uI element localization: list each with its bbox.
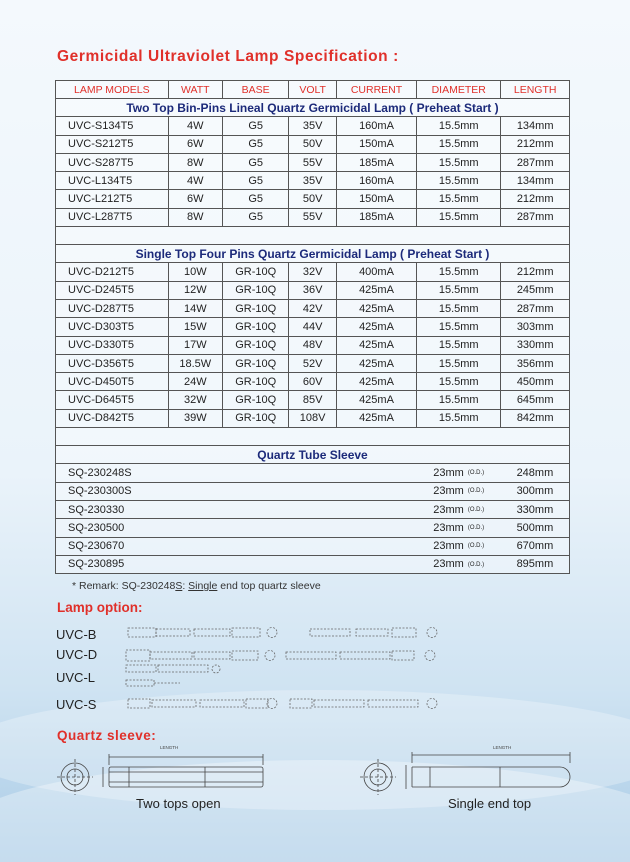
table-cell: G5 bbox=[222, 135, 288, 153]
od-label: (O.D.) bbox=[467, 506, 485, 513]
table-cell: 160mA bbox=[336, 117, 416, 135]
model-cell: UVC-S287T5 bbox=[56, 153, 169, 171]
table-cell: 425mA bbox=[336, 409, 416, 427]
model-cell: UVC-S134T5 bbox=[56, 117, 169, 135]
length-dim-label-left: LENGTH bbox=[160, 745, 179, 750]
diameter-value: 23mm bbox=[433, 503, 464, 516]
table-cell: 15.5mm bbox=[417, 153, 501, 171]
diameter-value: 23mm bbox=[433, 558, 464, 571]
table-cell: 60V bbox=[289, 373, 336, 391]
table-cell: 50V bbox=[289, 135, 336, 153]
diameter-value: 23mm bbox=[433, 540, 464, 553]
length-cell: 330mm bbox=[501, 500, 570, 518]
table-cell: 32W bbox=[168, 391, 222, 409]
uvc-b-lamp-drawing bbox=[120, 622, 450, 644]
blank-cell bbox=[168, 537, 416, 555]
section-title: Quartz Tube Sleeve bbox=[56, 446, 570, 464]
table-cell: GR-10Q bbox=[222, 299, 288, 317]
quartz-sleeve-title: Quartz sleeve: bbox=[57, 728, 157, 743]
table-row bbox=[56, 172, 570, 190]
table-cell: 6W bbox=[168, 190, 222, 208]
length-cell: 248mm bbox=[501, 464, 570, 482]
table-cell: G5 bbox=[222, 190, 288, 208]
blank-cell bbox=[56, 227, 570, 245]
uvc-l-lamp-drawing bbox=[120, 662, 240, 692]
model-cell: UVC-L212T5 bbox=[56, 190, 169, 208]
table-cell: 15.5mm bbox=[417, 318, 501, 336]
table-cell: 35V bbox=[289, 172, 336, 190]
section-title-row bbox=[56, 99, 570, 117]
table-row bbox=[56, 281, 570, 299]
table-cell: 15.5mm bbox=[417, 117, 501, 135]
model-cell: UVC-S212T5 bbox=[56, 135, 169, 153]
table-cell: G5 bbox=[222, 172, 288, 190]
table-cell: 36V bbox=[289, 281, 336, 299]
table-row bbox=[56, 391, 570, 409]
sleeve-row bbox=[56, 464, 570, 482]
lamp-option-label: UVC-B bbox=[56, 627, 97, 642]
single-end-top-caption: Single end top bbox=[448, 796, 532, 811]
table-row bbox=[56, 354, 570, 372]
table-cell: 134mm bbox=[501, 172, 570, 190]
table-cell: 15.5mm bbox=[417, 281, 501, 299]
table-row bbox=[56, 409, 570, 427]
model-cell: SQ-230895 bbox=[56, 555, 169, 573]
table-cell: 160mA bbox=[336, 172, 416, 190]
model-cell: UVC-D356T5 bbox=[56, 354, 169, 372]
table-cell: 108V bbox=[289, 409, 336, 427]
remark-rest: end top quartz sleeve bbox=[217, 580, 321, 592]
model-cell: UVC-D212T5 bbox=[56, 263, 169, 281]
table-cell: GR-10Q bbox=[222, 336, 288, 354]
table-cell: GR-10Q bbox=[222, 318, 288, 336]
diameter-cell bbox=[417, 537, 501, 555]
table-cell: G5 bbox=[222, 208, 288, 226]
table-cell: 15.5mm bbox=[417, 336, 501, 354]
table-cell: 6W bbox=[168, 135, 222, 153]
sleeve-row bbox=[56, 519, 570, 537]
length-cell: 670mm bbox=[501, 537, 570, 555]
blank-row bbox=[56, 227, 570, 245]
diameter-cell bbox=[417, 555, 501, 573]
model-cell: SQ-230300S bbox=[56, 482, 169, 500]
model-cell: UVC-L134T5 bbox=[56, 172, 169, 190]
lamp-option-title: Lamp option: bbox=[57, 600, 143, 615]
table-cell: GR-10Q bbox=[222, 354, 288, 372]
table-cell: GR-10Q bbox=[222, 281, 288, 299]
model-cell: UVC-D245T5 bbox=[56, 281, 169, 299]
model-cell: UVC-D330T5 bbox=[56, 336, 169, 354]
blank-cell bbox=[56, 428, 570, 446]
table-cell: 150mA bbox=[336, 190, 416, 208]
model-cell: UVC-D303T5 bbox=[56, 318, 169, 336]
model-cell: UVC-D842T5 bbox=[56, 409, 169, 427]
sleeve-row bbox=[56, 537, 570, 555]
remark-colon: : bbox=[182, 580, 189, 592]
table-cell: 55V bbox=[289, 153, 336, 171]
table-cell: 212mm bbox=[501, 135, 570, 153]
section-title: Two Top Bin-Pins Lineal Quartz Germicidal Lamp ( Preheat Start ) bbox=[56, 99, 570, 117]
model-cell: UVC-D645T5 bbox=[56, 391, 169, 409]
table-cell: 15.5mm bbox=[417, 409, 501, 427]
model-cell: UVC-D450T5 bbox=[56, 373, 169, 391]
section-title-row bbox=[56, 245, 570, 263]
table-cell: 425mA bbox=[336, 318, 416, 336]
table-cell: G5 bbox=[222, 153, 288, 171]
table-cell: 44V bbox=[289, 318, 336, 336]
blank-row bbox=[56, 428, 570, 446]
spec-table-body bbox=[56, 81, 570, 574]
length-cell: 500mm bbox=[501, 519, 570, 537]
diameter-cell bbox=[417, 464, 501, 482]
table-cell: 287mm bbox=[501, 299, 570, 317]
length-cell: 895mm bbox=[501, 555, 570, 573]
table-header-row bbox=[56, 81, 570, 99]
section-title: Single Top Four Pins Quartz Germicidal Lamp ( Preheat Start ) bbox=[56, 245, 570, 263]
model-cell: SQ-230500 bbox=[56, 519, 169, 537]
column-header: VOLT bbox=[289, 81, 336, 99]
blank-cell bbox=[168, 519, 416, 537]
model-cell: SQ-230670 bbox=[56, 537, 169, 555]
table-row bbox=[56, 263, 570, 281]
column-header: BASE bbox=[222, 81, 288, 99]
model-cell: SQ-230248S bbox=[56, 464, 169, 482]
remark-note bbox=[72, 580, 321, 592]
diameter-cell bbox=[417, 482, 501, 500]
table-cell: 35V bbox=[289, 117, 336, 135]
table-cell: 8W bbox=[168, 208, 222, 226]
length-cell: 300mm bbox=[501, 482, 570, 500]
table-cell: 32V bbox=[289, 263, 336, 281]
table-cell: 18.5W bbox=[168, 354, 222, 372]
table-row bbox=[56, 135, 570, 153]
table-cell: 450mm bbox=[501, 373, 570, 391]
od-label: (O.D.) bbox=[467, 543, 485, 550]
model-cell: SQ-230330 bbox=[56, 500, 169, 518]
table-cell: 330mm bbox=[501, 336, 570, 354]
length-dim-label-right: LENGTH bbox=[493, 745, 512, 750]
table-cell: 85V bbox=[289, 391, 336, 409]
table-cell: GR-10Q bbox=[222, 409, 288, 427]
table-row bbox=[56, 153, 570, 171]
table-cell: 15.5mm bbox=[417, 391, 501, 409]
table-cell: 425mA bbox=[336, 299, 416, 317]
table-cell: 185mA bbox=[336, 153, 416, 171]
diameter-cell bbox=[417, 519, 501, 537]
column-header: CURRENT bbox=[336, 81, 416, 99]
table-cell: GR-10Q bbox=[222, 263, 288, 281]
column-header: LENGTH bbox=[501, 81, 570, 99]
uvc-s-lamp-drawing bbox=[120, 694, 450, 714]
table-row bbox=[56, 318, 570, 336]
od-label: (O.D.) bbox=[467, 561, 485, 568]
remark-s: S bbox=[175, 580, 183, 592]
table-row bbox=[56, 373, 570, 391]
table-cell: 15.5mm bbox=[417, 172, 501, 190]
table-cell: 4W bbox=[168, 172, 222, 190]
table-cell: GR-10Q bbox=[222, 373, 288, 391]
table-cell: 55V bbox=[289, 208, 336, 226]
section-title-row bbox=[56, 446, 570, 464]
table-cell: 15.5mm bbox=[417, 299, 501, 317]
table-cell: 185mA bbox=[336, 208, 416, 226]
spec-table bbox=[55, 80, 570, 574]
table-row bbox=[56, 299, 570, 317]
two-tops-open-diagram bbox=[55, 745, 275, 800]
table-row bbox=[56, 190, 570, 208]
table-cell: 425mA bbox=[336, 391, 416, 409]
column-header: LAMP MODELS bbox=[56, 81, 169, 99]
table-cell: 50V bbox=[289, 190, 336, 208]
page-title: Germicidal Ultraviolet Lamp Specification : bbox=[57, 48, 399, 65]
table-cell: 356mm bbox=[501, 354, 570, 372]
table-cell: 42V bbox=[289, 299, 336, 317]
table-cell: 303mm bbox=[501, 318, 570, 336]
table-cell: 15.5mm bbox=[417, 354, 501, 372]
table-cell: 52V bbox=[289, 354, 336, 372]
table-cell: 15.5mm bbox=[417, 135, 501, 153]
table-cell: 4W bbox=[168, 117, 222, 135]
remark-prefix: * Remark: SQ-230248 bbox=[72, 580, 176, 592]
od-label: (O.D.) bbox=[467, 470, 485, 477]
two-tops-open-caption: Two tops open bbox=[136, 796, 221, 811]
table-cell: 425mA bbox=[336, 354, 416, 372]
table-row bbox=[56, 336, 570, 354]
table-row bbox=[56, 208, 570, 226]
table-cell: 15W bbox=[168, 318, 222, 336]
sleeve-row bbox=[56, 555, 570, 573]
table-cell: 425mA bbox=[336, 373, 416, 391]
blank-cell bbox=[168, 464, 416, 482]
table-cell: 14W bbox=[168, 299, 222, 317]
column-header: WATT bbox=[168, 81, 222, 99]
table-cell: 10W bbox=[168, 263, 222, 281]
table-cell: 287mm bbox=[501, 208, 570, 226]
table-cell: 15.5mm bbox=[417, 190, 501, 208]
table-cell: 645mm bbox=[501, 391, 570, 409]
blank-cell bbox=[168, 555, 416, 573]
table-cell: 12W bbox=[168, 281, 222, 299]
column-header: DIAMETER bbox=[417, 81, 501, 99]
lamp-option-label: UVC-S bbox=[56, 697, 97, 712]
table-cell: 212mm bbox=[501, 190, 570, 208]
table-cell: GR-10Q bbox=[222, 391, 288, 409]
table-cell: 15.5mm bbox=[417, 263, 501, 281]
table-cell: 39W bbox=[168, 409, 222, 427]
table-cell: 425mA bbox=[336, 281, 416, 299]
table-cell: 425mA bbox=[336, 336, 416, 354]
table-cell: 212mm bbox=[501, 263, 570, 281]
table-cell: 48V bbox=[289, 336, 336, 354]
lamp-option-label: UVC-D bbox=[56, 647, 98, 662]
diameter-value: 23mm bbox=[433, 485, 464, 498]
table-cell: 245mm bbox=[501, 281, 570, 299]
model-cell: UVC-L287T5 bbox=[56, 208, 169, 226]
single-end-top-diagram bbox=[360, 745, 580, 800]
od-label: (O.D.) bbox=[467, 488, 485, 495]
table-cell: 8W bbox=[168, 153, 222, 171]
sleeve-row bbox=[56, 482, 570, 500]
od-label: (O.D.) bbox=[467, 524, 485, 531]
remark-single: Single bbox=[188, 580, 218, 592]
lamp-option-label: UVC-L bbox=[56, 670, 96, 685]
table-cell: 150mA bbox=[336, 135, 416, 153]
sleeve-row bbox=[56, 500, 570, 518]
table-cell: 15.5mm bbox=[417, 373, 501, 391]
table-row bbox=[56, 117, 570, 135]
table-cell: 134mm bbox=[501, 117, 570, 135]
table-cell: G5 bbox=[222, 117, 288, 135]
diameter-value: 23mm bbox=[433, 466, 464, 479]
diameter-cell bbox=[417, 500, 501, 518]
table-cell: 842mm bbox=[501, 409, 570, 427]
table-cell: 24W bbox=[168, 373, 222, 391]
diameter-value: 23mm bbox=[433, 521, 464, 534]
model-cell: UVC-D287T5 bbox=[56, 299, 169, 317]
table-cell: 15.5mm bbox=[417, 208, 501, 226]
blank-cell bbox=[168, 482, 416, 500]
blank-cell bbox=[168, 500, 416, 518]
table-cell: 287mm bbox=[501, 153, 570, 171]
table-cell: 17W bbox=[168, 336, 222, 354]
table-cell: 400mA bbox=[336, 263, 416, 281]
